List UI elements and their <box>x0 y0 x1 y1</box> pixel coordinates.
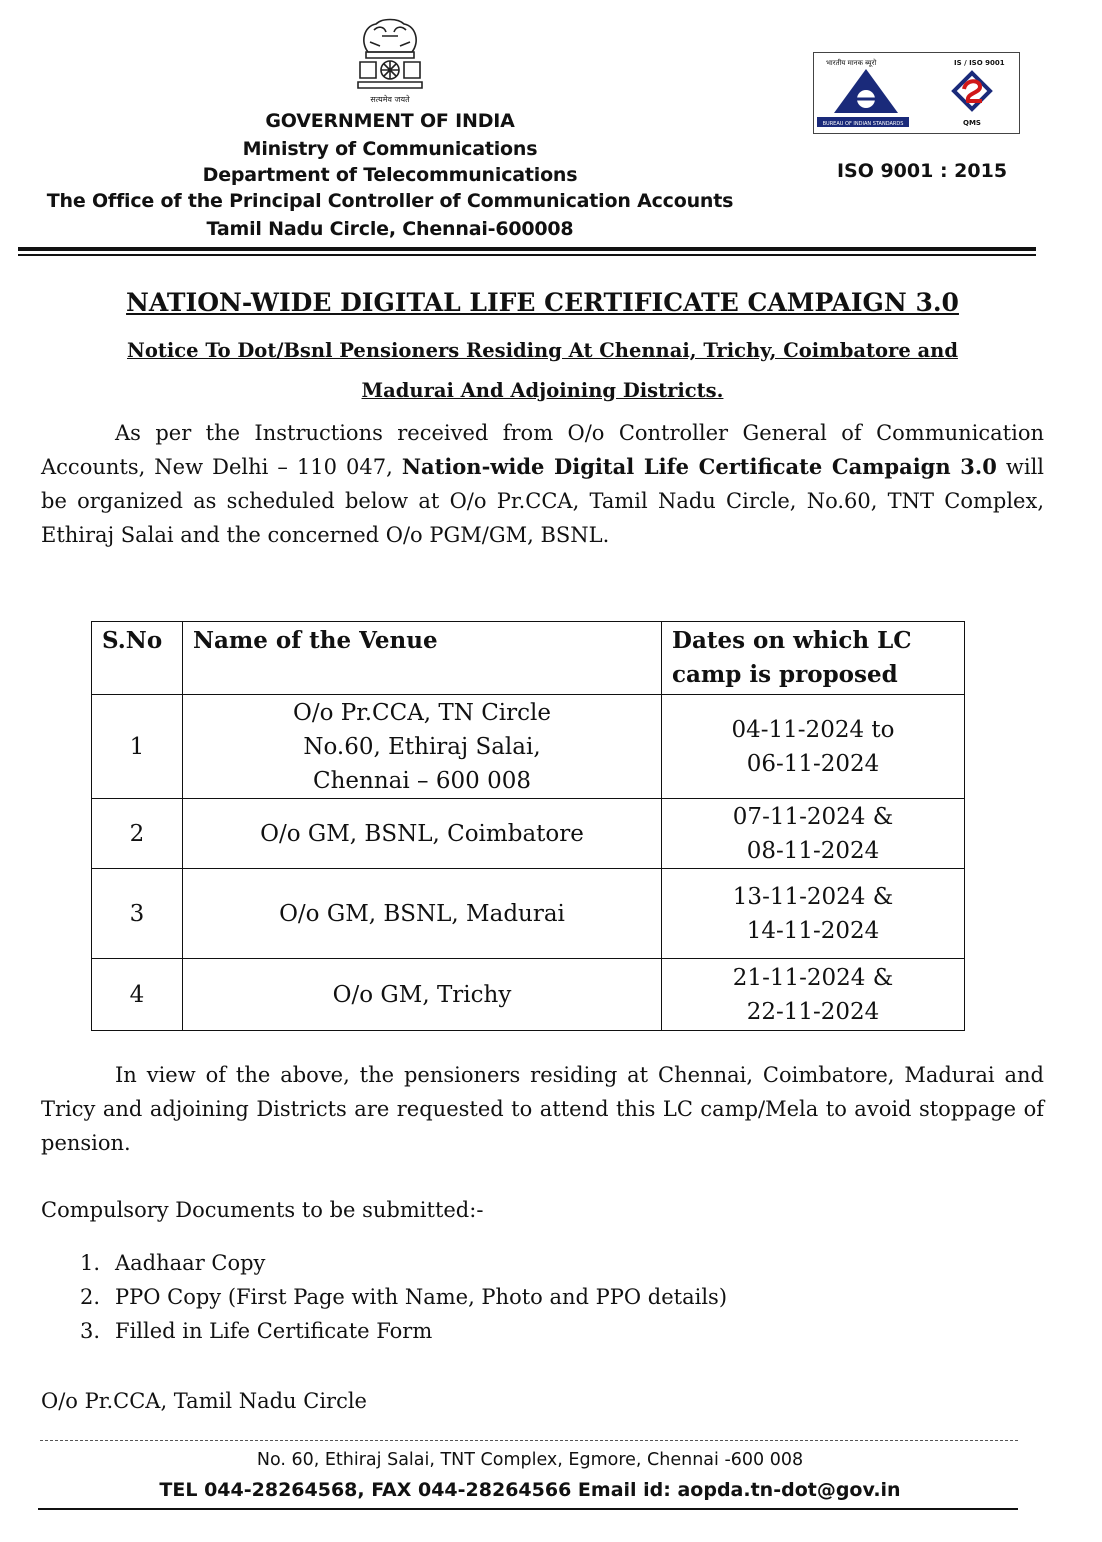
certification-logo <box>813 52 1020 134</box>
notice-subtitle-line2: Madurai And Adjoining Districts. <box>361 379 724 402</box>
header-venue: Name of the Venue <box>183 622 662 695</box>
table-row <box>92 959 965 1031</box>
row-venue: O/o GM, BSNL, Coimbatore <box>183 799 662 869</box>
header-rule-thick <box>18 247 1036 251</box>
list-item: 2. PPO Copy (First Page with Name, Photo and PPO details) <box>80 1285 728 1309</box>
request-paragraph: In view of the above, the pensioners residing at Chennai, Coimbatore, Madurai and Tricy and adjoining Districts are requested to attend this LC camp/Mela to avoid stoppage of pension. <box>41 1063 1044 1155</box>
bis-logo-text: भारतीय मानक ब्यूरो <box>826 59 877 67</box>
row-venue: O/o Pr.CCA, TN Circle No.60, Ethiraj Salai, Chennai – 600 008 <box>183 695 662 799</box>
table-row <box>92 695 965 799</box>
bis-logo-icon <box>834 69 898 113</box>
table-header-row <box>92 622 965 695</box>
header-circle: Tamil Nadu Circle, Chennai-600008 <box>206 218 574 240</box>
venue-table <box>91 621 965 1031</box>
list-item: 3. Filled in Life Certificate Form <box>80 1319 433 1343</box>
intro-text-2: will be organized as scheduled below at O/o Pr.CCA, Tamil Nadu Circle, No.60, TNT Complex, Ethiraj Salai and the concerned O/o PGM/GM, BSNL. <box>41 455 1044 547</box>
header-department: Department of Telecommunications <box>202 164 578 186</box>
row-dates: 13-11-2024 & 14-11-2024 <box>662 869 965 959</box>
row-sno: 2 <box>92 799 183 869</box>
row-sno: 1 <box>92 695 183 799</box>
list-item: 1. Aadhaar Copy <box>80 1251 266 1275</box>
notice-subtitle-line1: Notice To Dot/Bsnl Pensioners Residing At Chennai, Trichy, Coimbatore and <box>127 339 958 362</box>
intro-campaign-name: Nation-wide Digital Life Certificate Campaign 3.0 <box>401 454 997 479</box>
iso-certification: ISO 9001 : 2015 <box>836 160 1008 182</box>
footer-address: No. 60, Ethiraj Salai, TNT Complex, Egmore, Chennai -600 008 <box>256 1450 804 1470</box>
row-dates: 04-11-2024 to 06-11-2024 <box>662 695 965 799</box>
national-emblem-icon <box>340 12 440 108</box>
row-venue: O/o GM, BSNL, Madurai <box>183 869 662 959</box>
bis-logo-caption: BUREAU OF INDIAN STANDARDS <box>822 121 904 127</box>
header-dates: Dates on which LC camp is proposed <box>662 622 965 695</box>
row-dates: 07-11-2024 & 08-11-2024 <box>662 799 965 869</box>
qms-logo-icon <box>954 73 990 109</box>
table-row <box>92 799 965 869</box>
iso-logo-text: IS / ISO 9001 <box>954 59 1005 67</box>
page-title: NATION-WIDE DIGITAL LIFE CERTIFICATE CAMPAIGN 3.0 <box>126 288 959 317</box>
documents-heading: Compulsory Documents to be submitted:- <box>41 1198 484 1222</box>
header-rule-thin <box>18 254 1036 256</box>
header-ministry: Ministry of Communications <box>242 138 538 160</box>
row-dates: 21-11-2024 & 22-11-2024 <box>662 959 965 1031</box>
row-sno: 4 <box>92 959 183 1031</box>
footer-divider <box>40 1440 1018 1441</box>
header-government: GOVERNMENT OF INDIA <box>265 110 515 132</box>
header-sno: S.No <box>92 622 183 695</box>
footer-rule <box>38 1508 1018 1510</box>
signoff: O/o Pr.CCA, Tamil Nadu Circle <box>41 1389 367 1413</box>
intro-text-1: As per the Instructions received from O/o Controller General of Communication Accounts, New Delhi – 110 047, <box>41 421 1044 479</box>
row-sno: 3 <box>92 869 183 959</box>
header-office: The Office of the Principal Controller of Communication Accounts <box>46 190 734 212</box>
footer-contact: TEL 044-28264568, FAX 044-28264566 Email id: aopda.tn-dot@gov.in <box>159 1479 901 1501</box>
table-row <box>92 869 965 959</box>
qms-text: QMS <box>963 119 981 127</box>
intro-paragraph <box>41 416 1044 552</box>
emblem-motto: सत्यमेव जयते <box>370 95 410 104</box>
row-venue: O/o GM, Trichy <box>183 959 662 1031</box>
